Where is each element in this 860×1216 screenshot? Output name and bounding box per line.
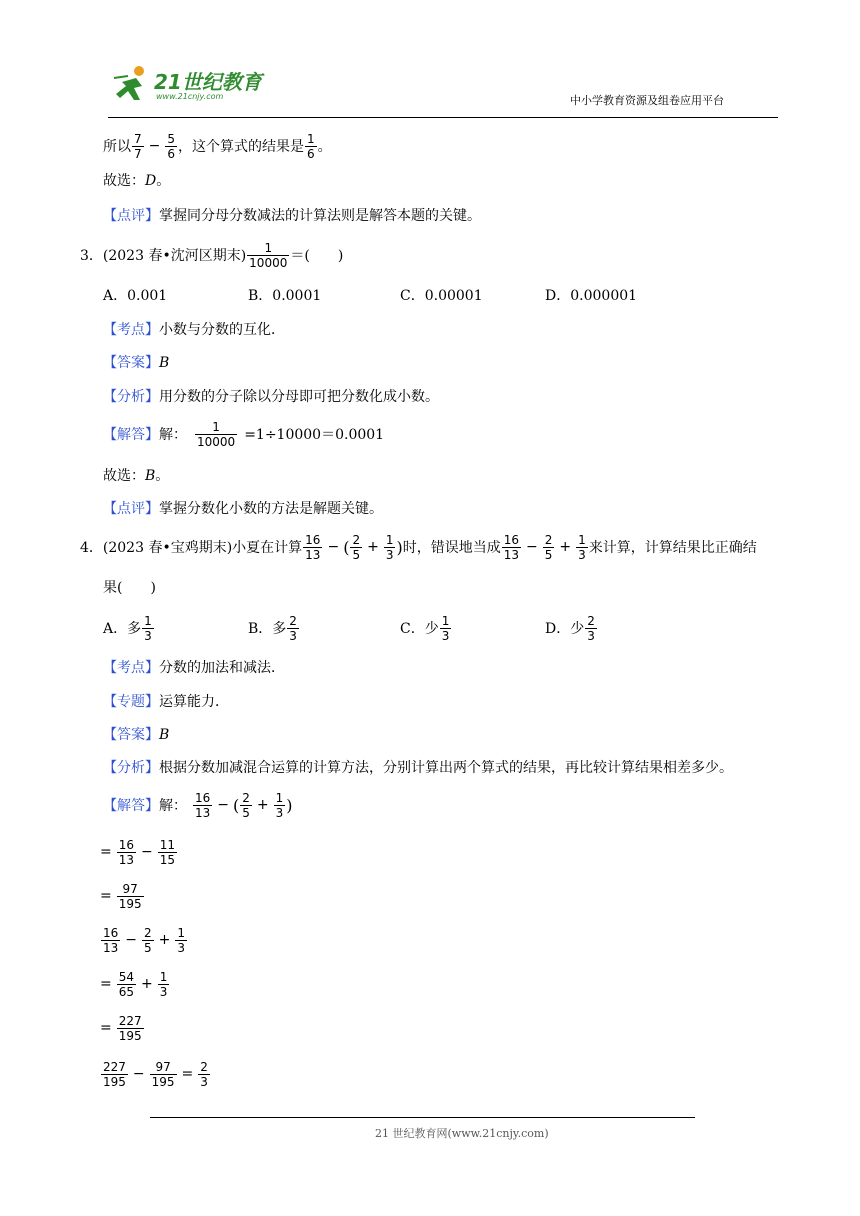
q3-option-a: A．0.001 xyxy=(103,288,168,304)
fraction: $\frac{97}{195}$ xyxy=(151,1059,175,1089)
fraction: $\frac{5}{6}$ xyxy=(167,131,176,161)
q3-analysis: 【分析】用分数的分子除以分母即可把分数化成小数。 xyxy=(103,389,439,405)
fraction: $\frac{16}{13}$ xyxy=(103,925,119,955)
fraction: $\frac{227}{195}$ xyxy=(118,1013,142,1043)
fraction: $\frac{1}{3}$ xyxy=(578,532,586,562)
fraction: $\frac{2}{5}$ xyxy=(144,925,152,955)
fraction: $\frac{16}{13}$ xyxy=(195,790,211,820)
q3-solve: 【解答】 解： $\frac{1}{10000}$ =1÷10000＝0.0001 xyxy=(103,419,385,449)
fraction: $\frac{16}{13}$ xyxy=(305,532,321,562)
question-3: 3．(2023 春•沈河区期末) $\frac{1}{10000}$ ＝( ) xyxy=(80,240,344,270)
q4-solve: 【解答】 解： $\frac{16}{13}$ − ( $\frac{2}{5}$ + $\frac{1}{3}$ ) xyxy=(103,790,293,820)
fraction: $\frac{1}{10000}$ xyxy=(249,240,288,270)
result-line: 所以 $\frac{7}{7}$ − $\frac{5}{6}$ ，这个算式的结果是 $\frac{1}{6}$ 。 xyxy=(103,131,332,161)
q3-comment: 【点评】掌握分数化小数的方法是解题关键。 xyxy=(103,501,383,517)
fraction: $\frac{1}{6}$ xyxy=(307,131,315,161)
q4-kaodian: 【考点】分数的加法和减法． xyxy=(103,660,285,676)
step-4: = $\frac{54}{65}$ + $\frac{1}{3}$ xyxy=(100,969,168,999)
question-4: 4．(2023 春•宝鸡期末)小夏在计算 $\frac{16}{13}$ − ( $\frac{2}{5}$ + $\frac{1}{3}$ ) 时，错误地当成 $\frac{16}{13}$ − $\frac{2}{5}$ + $\frac{1}{3}$ 来计算，计算结果比正确结 xyxy=(80,532,757,562)
step-6: $\frac{227}{195}$ − $\frac{97}{195}$ = $\frac{2}{3}$ xyxy=(103,1059,208,1089)
choose-line: 故选：D。 xyxy=(103,173,171,189)
q4-option-a: A． 多 $\frac{1}{3}$ xyxy=(103,613,152,643)
fraction: $\frac{2}{5}$ xyxy=(544,532,553,562)
fraction: $\frac{1}{3}$ xyxy=(441,613,450,643)
q3-option-c: C．0.00001 xyxy=(400,288,483,304)
q4-option-c: C． 少 $\frac{1}{3}$ xyxy=(400,613,450,643)
q3-option-d: D．0.000001 xyxy=(545,288,638,304)
fraction: $\frac{16}{13}$ xyxy=(118,837,135,867)
fraction: $\frac{7}{7}$ xyxy=(134,131,142,161)
step-3: $\frac{16}{13}$ − $\frac{2}{5}$ + $\frac{1}{3}$ xyxy=(103,925,186,955)
fraction: $\frac{1}{3}$ xyxy=(144,613,152,643)
comment-line: 【点评】掌握同分母分数减法的计算法则是解答本题的关键。 xyxy=(103,208,481,224)
q4-option-d: D． 少 $\frac{2}{3}$ xyxy=(545,613,595,643)
fraction: $\frac{97}{195}$ xyxy=(118,881,142,911)
fraction: $\frac{2}{3}$ xyxy=(289,613,297,643)
fraction: $\frac{227}{195}$ xyxy=(103,1059,126,1089)
fraction: $\frac{2}{3}$ xyxy=(200,1059,208,1089)
step-1: = $\frac{16}{13}$ − $\frac{11}{15}$ xyxy=(100,837,176,867)
q4-zhuanti: 【专题】运算能力． xyxy=(103,694,229,710)
step-2: = $\frac{97}{195}$ xyxy=(100,881,142,911)
step-5: = $\frac{227}{195}$ xyxy=(100,1013,142,1043)
fraction: $\frac{1}{3}$ xyxy=(159,969,168,999)
fraction: $\frac{1}{10000}$ xyxy=(197,419,236,449)
fraction: $\frac{1}{3}$ xyxy=(385,532,394,562)
fraction: $\frac{1}{3}$ xyxy=(177,925,186,955)
logo-title: 21世纪教育 xyxy=(154,70,262,94)
header-logo xyxy=(112,62,262,106)
q3-choose: 故选：B。 xyxy=(103,468,170,484)
fraction: $\frac{54}{65}$ xyxy=(118,969,135,999)
q4-option-b: B． 多 $\frac{2}{3}$ xyxy=(248,613,297,643)
fraction: $\frac{16}{13}$ xyxy=(503,532,519,562)
fraction: $\frac{2}{5}$ xyxy=(352,532,361,562)
logo-url: www.21cnjy.com xyxy=(156,92,224,101)
q4-analysis: 【分析】根据分数加减混合运算的计算方法，分别计算出两个算式的结果，再比较计算结果相差多少。 xyxy=(103,760,733,776)
q3-option-b: B．0.0001 xyxy=(248,288,322,304)
fraction: $\frac{1}{3}$ xyxy=(275,790,284,820)
question-4-line2: 果( ) xyxy=(103,580,156,596)
q3-answer: 【答案】B xyxy=(103,355,170,371)
footer-rule xyxy=(150,1117,695,1118)
footer-text: 21 世纪教育网(www.21cnjy.com) xyxy=(375,1127,549,1140)
q3-kaodian: 【考点】小数与分数的互化． xyxy=(103,322,285,338)
q4-answer: 【答案】B xyxy=(103,727,170,743)
runner-logo-icon xyxy=(112,64,152,104)
fraction: $\frac{11}{15}$ xyxy=(159,837,176,867)
platform-name: 中小学教育资源及组卷应用平台 xyxy=(570,94,724,107)
header-rule xyxy=(108,117,778,118)
fraction: $\frac{2}{5}$ xyxy=(242,790,250,820)
fraction: $\frac{2}{3}$ xyxy=(587,613,595,643)
